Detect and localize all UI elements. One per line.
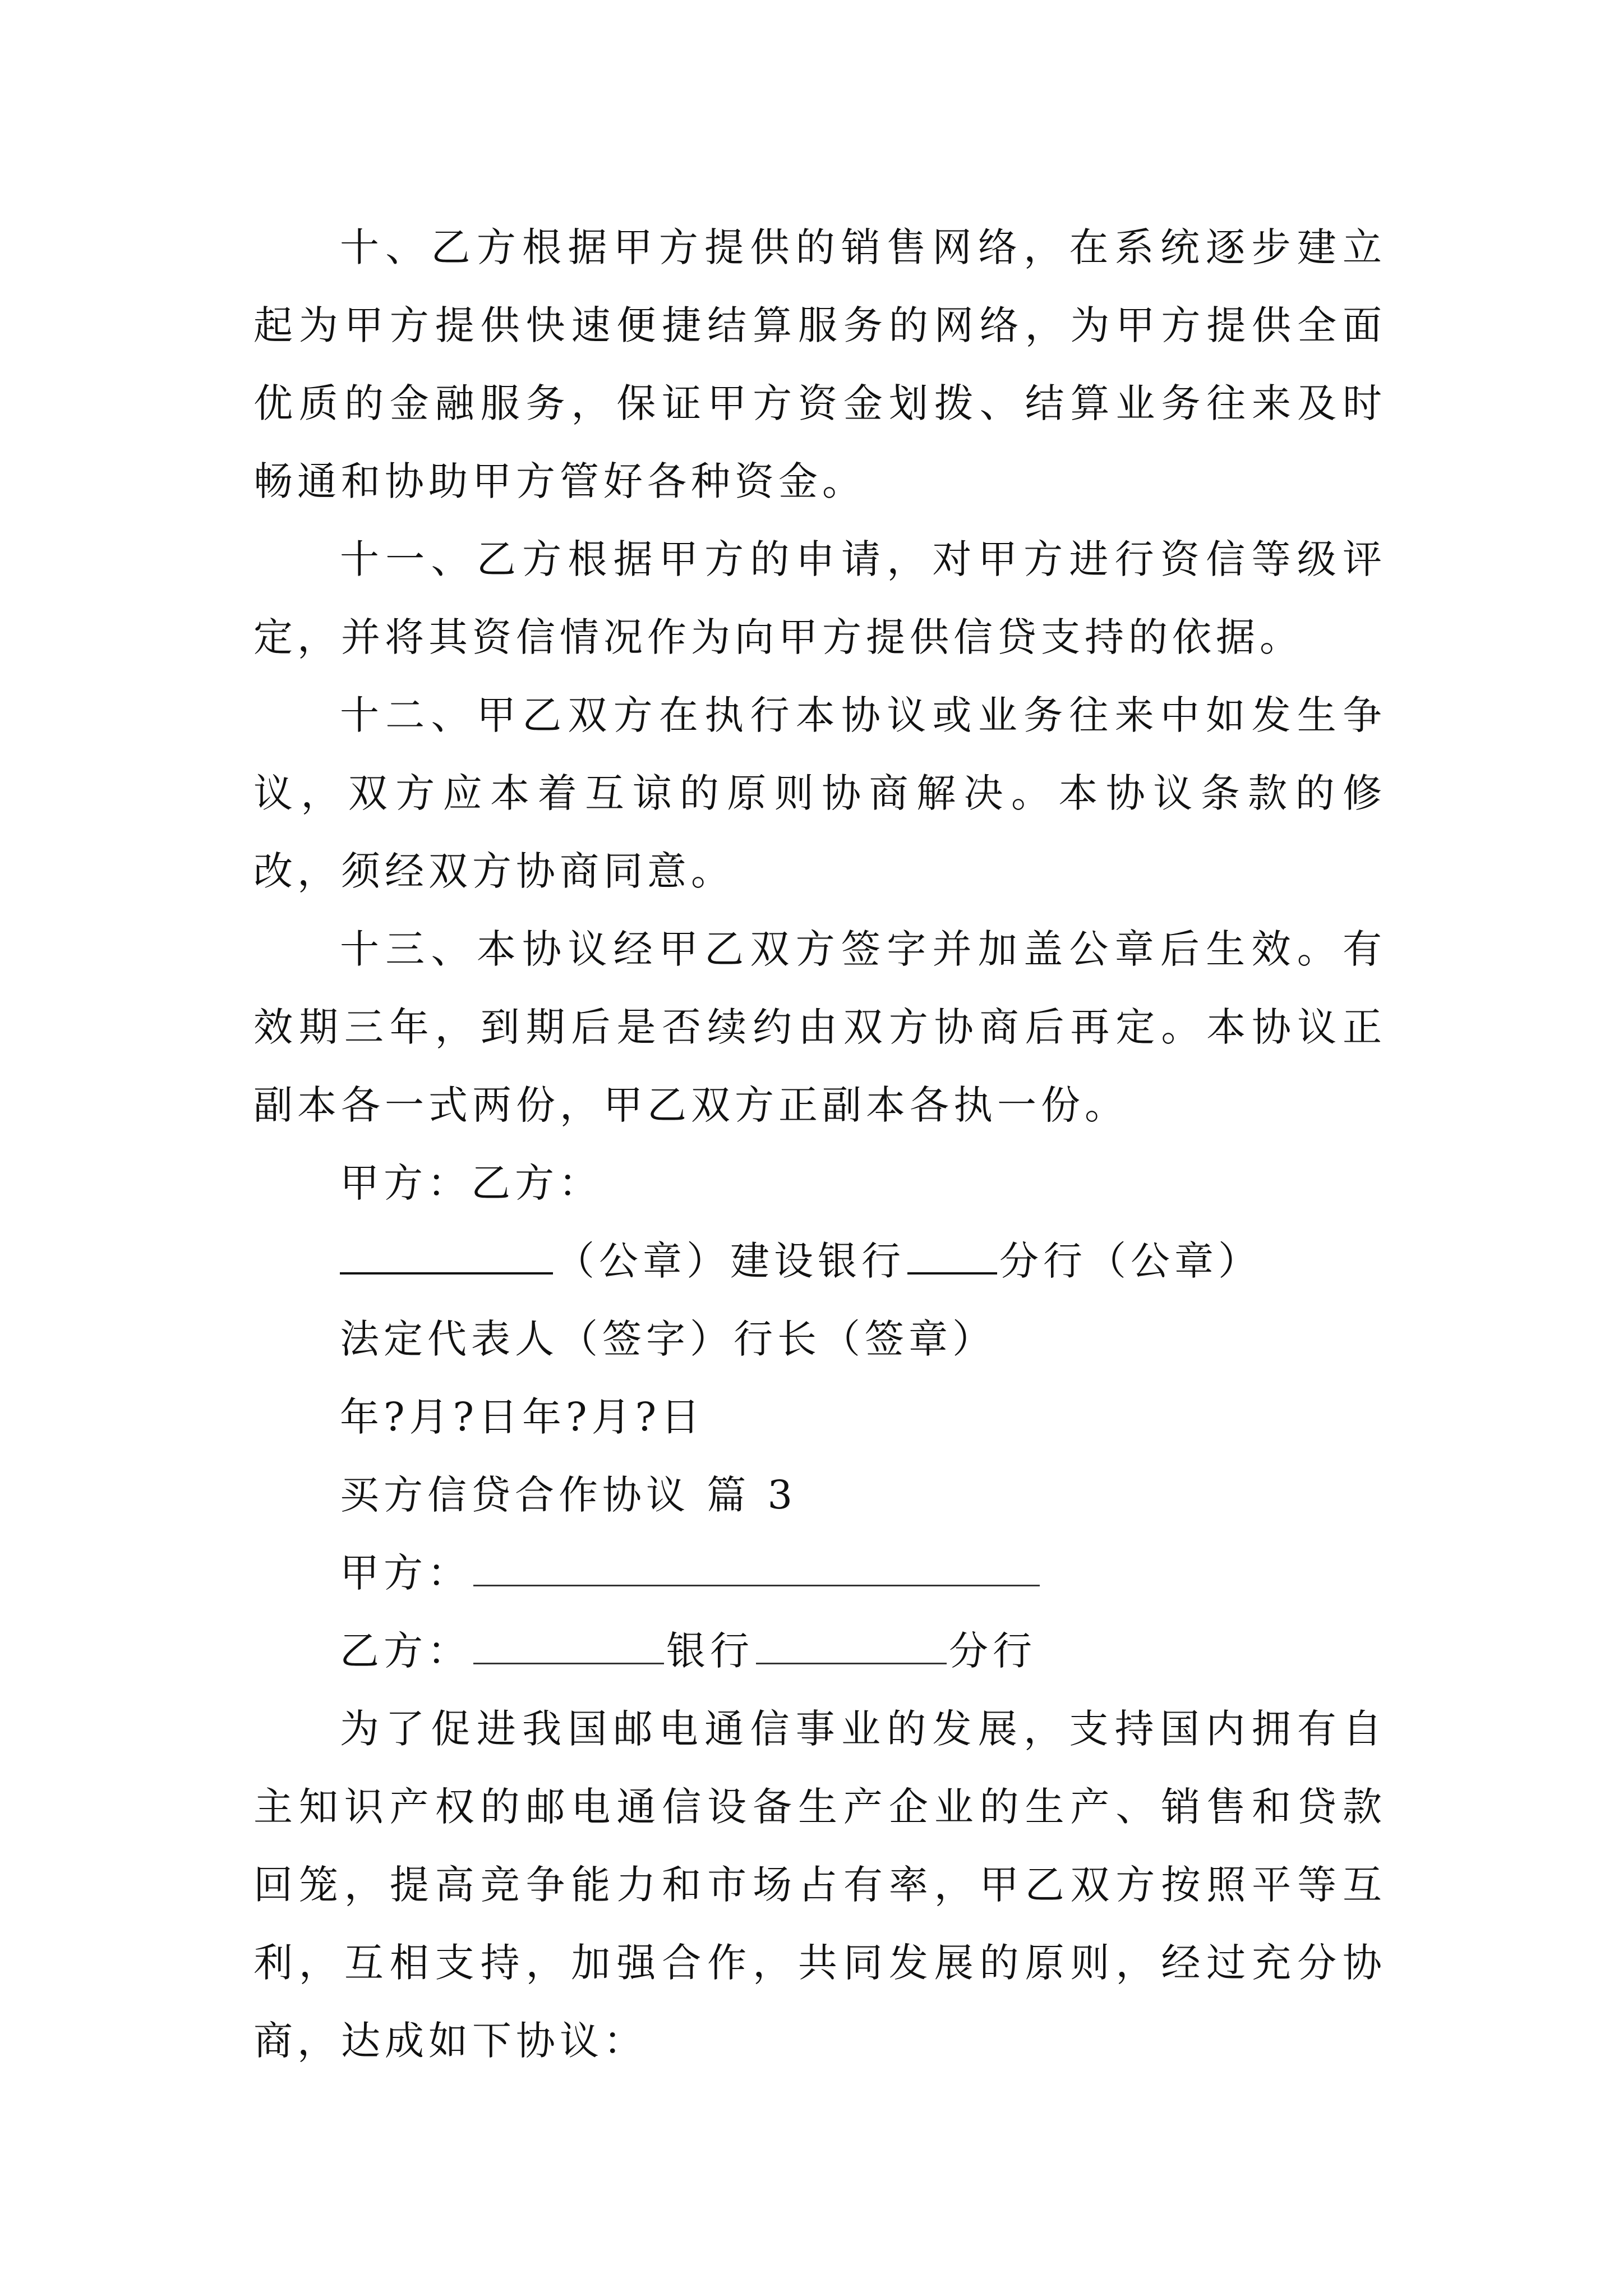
signature-dates: 年?月?日年?月?日 <box>340 1394 705 1440</box>
clause-13: 十三、本协议经甲乙双方签字并加盖公章后生效。有效期三年，到期后是否续约由双方协商后再定。本协议正副本各一式两份，甲乙双方正副本各执一份。 <box>253 926 1386 1128</box>
party-b-label: 乙方： <box>340 1628 471 1674</box>
branch-name-blank <box>907 1237 997 1274</box>
bank-name-blank <box>473 1628 664 1664</box>
party-b-line <box>253 1612 1386 1690</box>
party-a-label: 甲方： <box>340 1550 471 1596</box>
signature-seal-line <box>253 1222 1386 1300</box>
signature-parties: 甲方：乙方： <box>340 1160 602 1206</box>
seal-b-text: 分行（公章） <box>999 1238 1262 1284</box>
party-a-blank <box>473 1550 1040 1586</box>
document-body <box>253 209 1386 2080</box>
seal-a-text: （公章）建设银行 <box>555 1238 905 1284</box>
branch-label: 分行 <box>949 1628 1036 1674</box>
clause-11: 十一、乙方根据甲方的申请，对甲方进行资信等级评定，并将其资信情况作为向甲方提供信贷支持的依据。 <box>253 536 1386 660</box>
section-intro: 为了促进我国邮电通信事业的发展，支持国内拥有自主知识产权的邮电通信设备生产企业的生产、销售和贷款回笼，提高竞争能力和市场占有率，甲乙双方按照平等互利，互相支持，加强合作，共同发展的原则，经过充分协商，达成如下协议： <box>253 1706 1386 2064</box>
branch-blank <box>756 1628 947 1664</box>
signature-representatives: 法定代表人（签字）行长（签章） <box>340 1316 996 1362</box>
section-title: 买方信贷合作协议 篇 3 <box>340 1472 797 1518</box>
bank-label: 银行 <box>666 1628 754 1674</box>
clause-12: 十二、甲乙双方在执行本协议或业务往来中如发生争议，双方应本着互谅的原则协商解决。本协议条款的修改，须经双方协商同意。 <box>253 692 1386 894</box>
party-a-line <box>253 1534 1386 1612</box>
party-a-name-blank <box>340 1237 553 1274</box>
clause-10: 十、乙方根据甲方提供的销售网络，在系统逐步建立起为甲方提供快速便捷结算服务的网络，为甲方提供全面优质的金融服务，保证甲方资金划拨、结算业务往来及时畅通和协助甲方管好各种资金。 <box>253 224 1386 504</box>
